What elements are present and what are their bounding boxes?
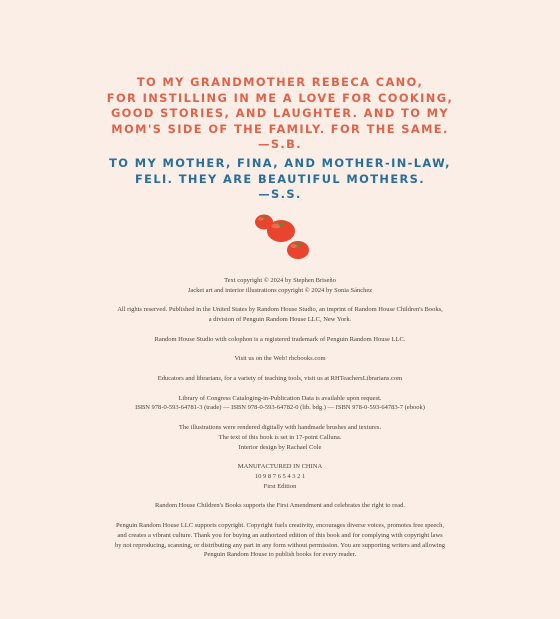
trademark-block <box>0 335 560 345</box>
dedication-line: TO MY MOTHER, FINA, AND MOTHER-IN-LAW, <box>109 156 451 170</box>
dedication-signature: —S.S. <box>258 187 302 202</box>
educators-line: Educators and librarians, for a variety of teaching tools, visit us at RHTeachersLibrarians.com <box>157 374 403 382</box>
tomato-icon <box>267 220 295 242</box>
dedication-line: TO MY GRANDMOTHER REBECA CANO, <box>136 75 424 89</box>
web-block <box>0 354 560 364</box>
first-amendment-block <box>0 501 560 511</box>
copyright-support-line: by not reproducing, scanning, or distributing any part in any form without permission. You are supporting writers and allowing <box>114 541 445 549</box>
copyright-support-block <box>0 521 560 560</box>
copyright-support-line: Penguin Random House to publish books for every reader. <box>203 551 357 559</box>
colophon <box>0 276 560 570</box>
rights-block <box>0 305 560 325</box>
copyright-support-line: Penguin Random House LLC supports copyright. Copyright fuels creativity, encourages diverse voices, promotes free speech, <box>115 521 445 529</box>
dedication-line: FOR INSTILLING IN ME A LOVE FOR COOKING, <box>106 90 454 105</box>
rights-line: a division of Penguin Random House LLC, New York. <box>208 316 352 324</box>
cip-block <box>0 394 560 414</box>
web-line: Visit us on the Web! rhcbooks.com <box>234 355 326 363</box>
art-note-line: Interior design by Rachael Cole <box>238 443 322 451</box>
dedication-mother <box>0 156 560 203</box>
cip-line: Library of Congress Cataloging-in-Publication Data is available upon request. <box>178 394 382 402</box>
dedication-line: GOOD STORIES, AND LAUGHTER. AND TO MY <box>110 106 450 121</box>
dedication-line: MOM'S SIDE OF THE FAMILY. FOR THE SAME. <box>111 121 449 136</box>
printing-line: 10 9 8 7 6 5 4 3 2 1 <box>254 472 306 480</box>
art-note-line: The text of this book is set in 17-point Calluna. <box>218 433 342 441</box>
copyright-block <box>0 276 560 296</box>
tomatoes-illustration <box>248 208 318 266</box>
dedication-grandmother <box>0 75 560 153</box>
art-notes-block <box>0 423 560 452</box>
trademark-line: Random House Studio with colophon is a registered trademark of Penguin Random House LLC. <box>154 335 406 343</box>
rights-line: All rights reserved. Published in the United States by Random House Studio, an imprint of Random House Children's Books, <box>117 306 443 314</box>
art-note-line: The illustrations were rendered digitally with handmade brushes and textures. <box>178 423 382 431</box>
dedication-line: FELI. THEY ARE BEAUTIFUL MOTHERS. <box>134 171 426 186</box>
first-amendment-line: Random House Children's Books supports the First Amendment and celebrates the right to read. <box>155 502 405 510</box>
educators-block <box>0 374 560 384</box>
isbn-line: ISBN 978-0-593-64781-3 (trade) — ISBN 978-0-593-64782-0 (lib. bdg.) — ISBN 978-0-593-64783-7 (ebook) <box>135 404 425 412</box>
manufacturing-line: MANUFACTURED IN CHINA <box>237 463 323 471</box>
tomato-icon <box>287 241 309 259</box>
manufacturing-block <box>0 462 560 491</box>
dedication-signature: —S.B. <box>258 137 302 152</box>
edition-line: First Edition <box>263 482 297 490</box>
text-copyright: Text copyright © 2024 by Stephen Briseño <box>224 277 336 284</box>
copyright-support-line: and creates a vibrant culture. Thank you for buying an authorized edition of this book and for complying with copyright laws <box>117 531 443 539</box>
art-copyright: Jacket art and interior illustrations copyright © 2024 by Sonia Sánchez <box>187 286 373 294</box>
